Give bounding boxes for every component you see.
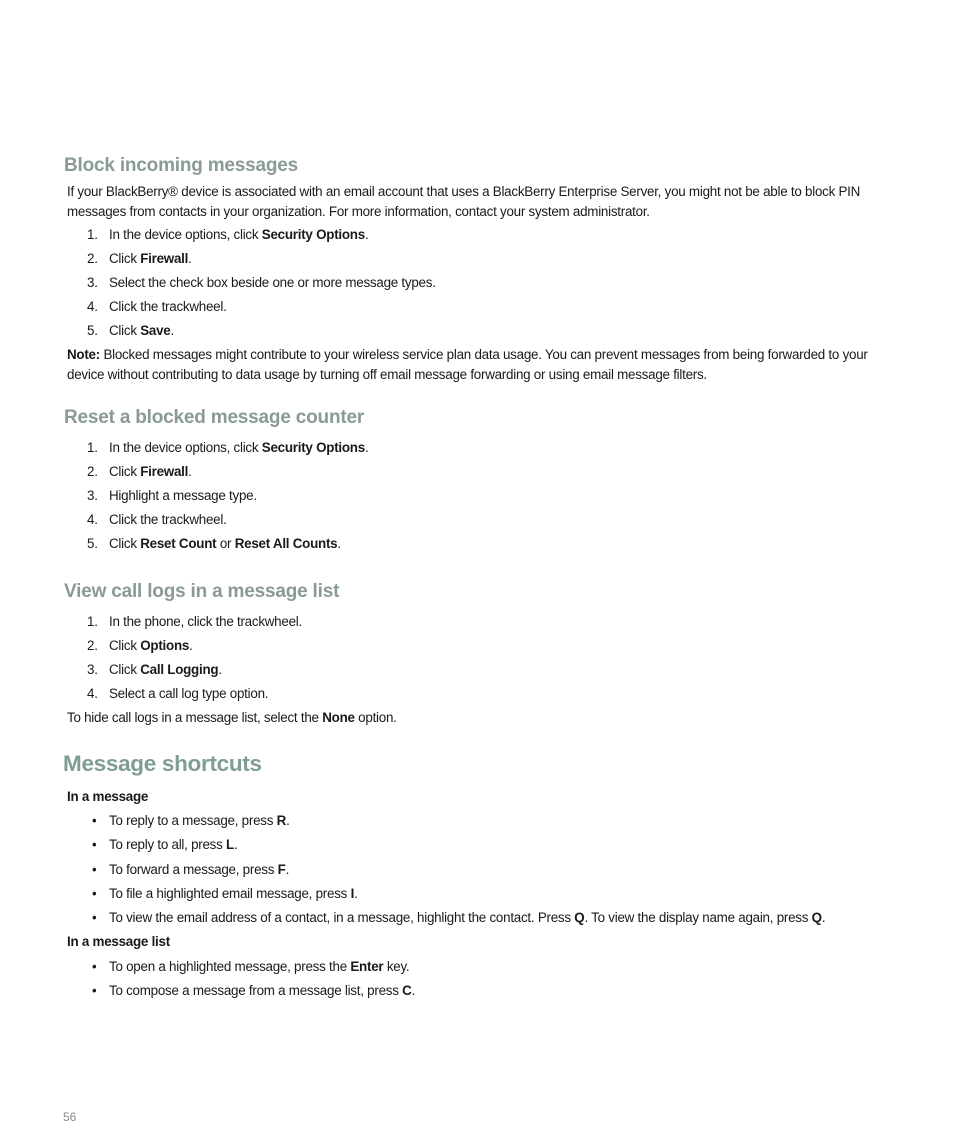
bullet-icon: •: [92, 959, 97, 974]
page-number: 56: [63, 1110, 77, 1124]
label-in-a-message-list: In a message list: [67, 934, 170, 949]
heading-view-call-logs: View call logs in a message list: [64, 581, 340, 602]
bullet-icon: •: [92, 813, 97, 828]
bullet-icon: •: [92, 837, 97, 852]
document-page: Block incoming messages If your BlackBerry® device is associated with an email account that uses a BlackBerry Enterprise Server, you might not be able to block PIN messages from contacts in your organization. For more information, contact your system administrator. 1. In the device options, click Security Options. 2. Click Firewall. 3. Select the check box beside one or more message types. 4. Click the trackwheel. 5. Click Save. Note: Blocked messages might contribute to your wireless service plan data usage. You can prevent messages from being forwarded to your device without contributing to data usage by turning off email message forwarding or using email message filters. Reset a blocked message counter 1. In the device options, click Security Options. 2. Click Firewall. 3. Highlight a message type. 4. Click the trackwheel. 5. Click Reset Count or Reset All Counts. View call logs in a message list 1. In the phone, click the trackwheel. 2. Click Options. 3. Click Call Logging. 4. Select a call log type option. To hide call logs in a message list, select the None option. Message shortcuts In a message • To reply to a message, press R. • To reply to all, press L. • To forward a message, press F. • To file a highlighted email message, press I. • To view the email address of a contact, in a message, highlight the contact. Press Q. To view the display name again, press Q. In a message list • To open a highlighted message, press the Enter key. • To compose a message from a message list, press C. 56: [0, 0, 954, 1145]
block-intro: If your BlackBerry® device is associated with an email account that uses a BlackBerry Enterprise Server, you might not be able to block PIN messages from contacts in your organization. For more information, contact your system administrator.: [67, 184, 861, 219]
note-text: Blocked messages might contribute to your wireless service plan data usage. You can prevent messages from being forwarded to your device without contributing to data usage by turning off email message forwarding or using email message filters.: [67, 347, 868, 382]
heading-message-shortcuts: Message shortcuts: [63, 751, 262, 776]
heading-reset-counter: Reset a blocked message counter: [64, 407, 365, 428]
label-in-a-message: In a message: [67, 789, 149, 804]
call-logs-hint: To hide call logs in a message list, select the None option.: [67, 710, 397, 725]
note-label: Note:: [67, 347, 100, 362]
bullet-icon: •: [92, 910, 97, 925]
bullet-icon: •: [92, 983, 97, 998]
bullet-icon: •: [92, 862, 97, 877]
note-paragraph: [67, 345, 897, 384]
bullet-icon: •: [92, 886, 97, 901]
heading-block-incoming: Block incoming messages: [64, 155, 299, 176]
